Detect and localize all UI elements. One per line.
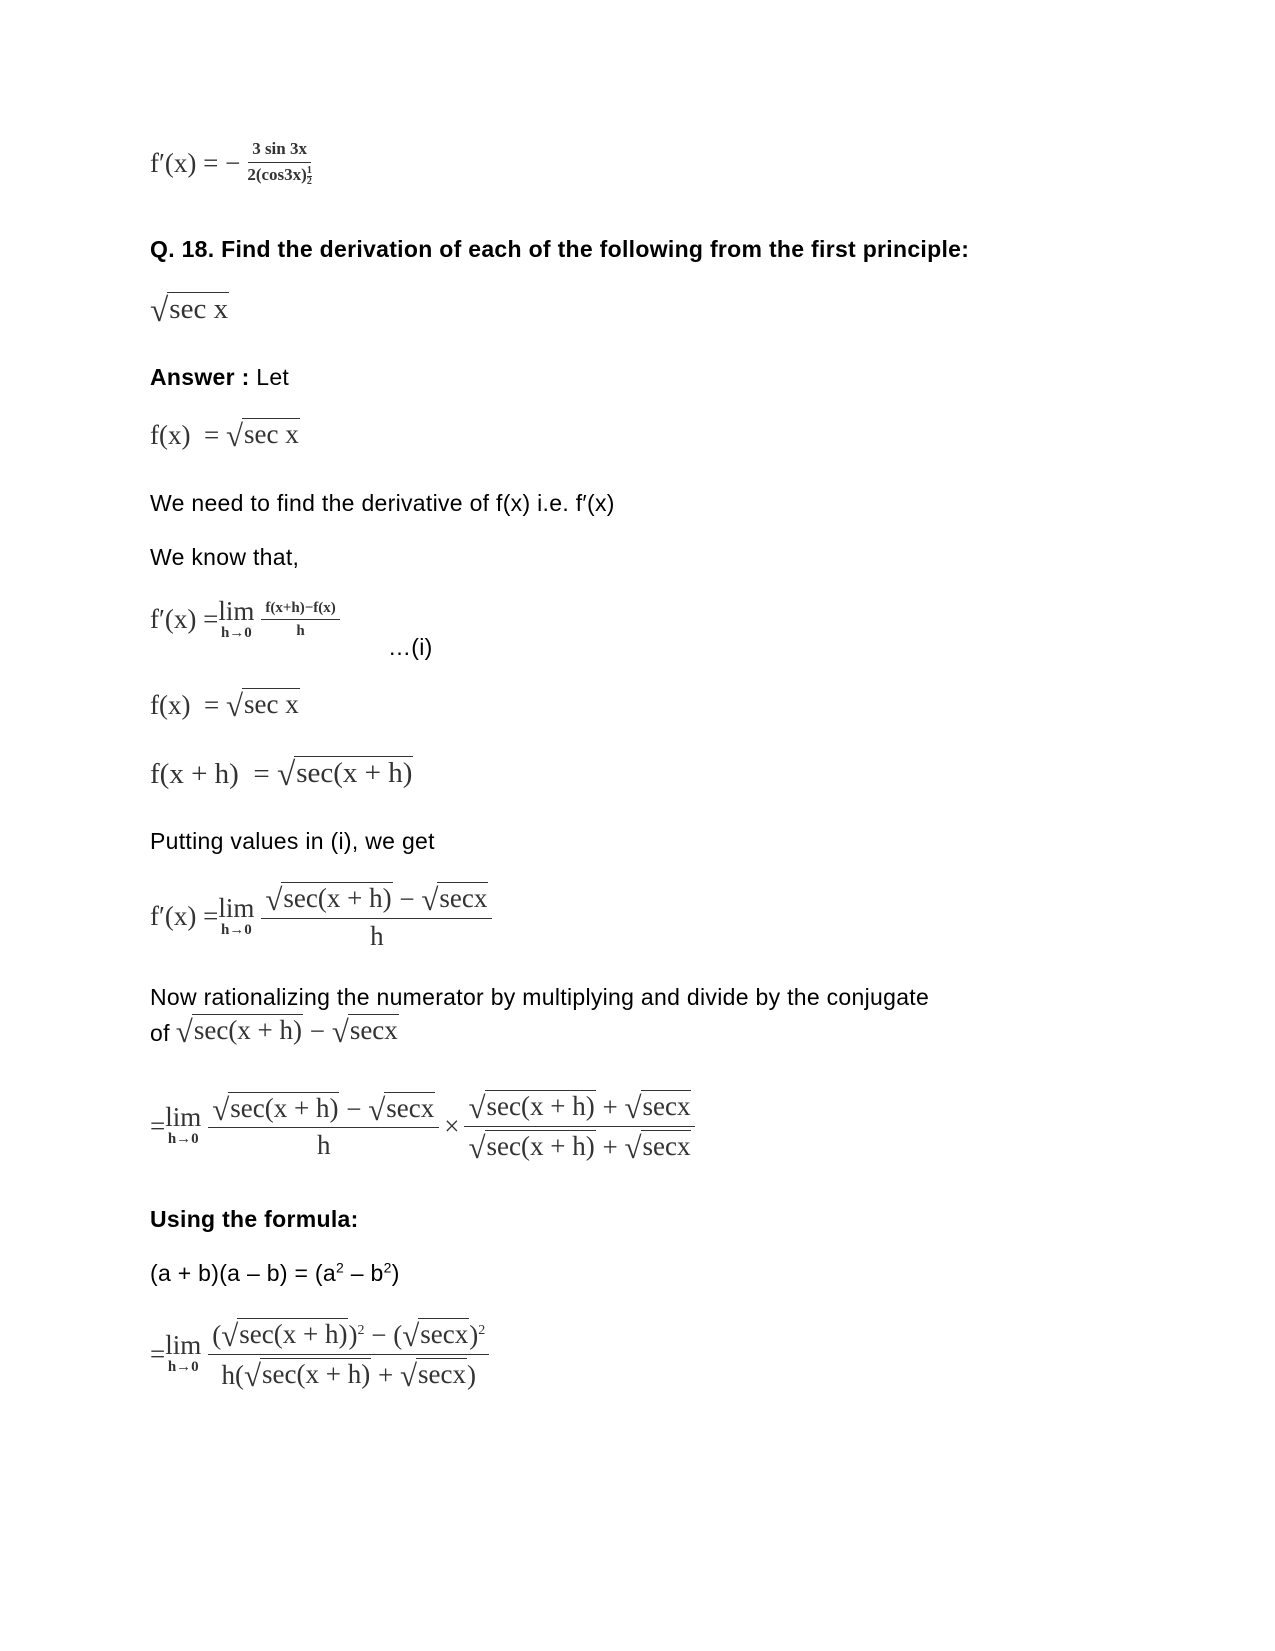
- radical-sign: √: [175, 1014, 193, 1049]
- radical-sign: √: [402, 1318, 420, 1353]
- prev-numerator: 3 sin 3x: [248, 140, 311, 163]
- conjugate-line: [150, 1014, 399, 1047]
- radical-sign: √: [468, 1129, 486, 1165]
- radical-sign: √: [150, 292, 169, 329]
- step3-denominator: h( √ sec(x + h) + √ secx ): [221, 1357, 476, 1393]
- question-heading: Q. 18. Find the derivation of each of the following from the first principle:: [150, 236, 970, 262]
- of-text: of: [150, 1020, 170, 1046]
- formula-label: Using the formula:: [150, 1206, 359, 1232]
- step2-left-fraction: √ sec(x + h) − √ secx h: [208, 1092, 439, 1161]
- limit-operator: lim h→0: [165, 1330, 202, 1376]
- radical-sign: √: [468, 1090, 486, 1125]
- step3-numerator: ( √ sec(x + h) )$^2$ − ( √ secx )$^2$: [208, 1318, 489, 1355]
- def-radicand: sec x: [244, 419, 299, 449]
- square-root: √ secx: [421, 882, 488, 917]
- radical-sign: √: [276, 756, 296, 793]
- radical-sign: √: [212, 1091, 230, 1127]
- square-root: [276, 756, 414, 793]
- prev-exp-den: 2: [306, 176, 312, 188]
- square-root: √ secx: [624, 1129, 691, 1165]
- square-root: √ sec(x + h): [468, 1129, 595, 1165]
- radical-sign: √: [225, 688, 243, 723]
- know-text: We know that,: [150, 544, 300, 570]
- putting-text: Putting values in (i), we get: [150, 828, 435, 854]
- limit-operator: lim h→0: [218, 892, 255, 938]
- radical-sign: √: [331, 1014, 349, 1049]
- question-expression: [150, 292, 229, 327]
- prev-lhs: f′(x) = −: [150, 148, 241, 179]
- step3-equation: = lim h→0 ( √ sec(x + h) )$^2$ − ( √ secx )$^2$ h( √ sec(x + h) + √ secx ): [150, 1318, 492, 1390]
- fxh-equation: [150, 756, 413, 791]
- step1-numerator: √ sec(x + h) − √ secx: [261, 882, 492, 919]
- square-root: √ sec(x + h): [244, 1357, 371, 1393]
- fx-radicand: sec x: [244, 689, 299, 719]
- square-root: √ sec(x + h): [265, 882, 392, 917]
- fxh-lhs: f(x + h) =: [150, 758, 270, 790]
- conjugate-expression: √ sec(x + h) − √ secx: [175, 1014, 398, 1049]
- prev-fraction: [243, 140, 315, 187]
- step2-conjugate-fraction: √ sec(x + h) + √ secx √ sec(x + h) + √ secx: [464, 1090, 695, 1162]
- radical-sign: √: [624, 1129, 642, 1165]
- need-text: We need to find the derivative of f(x) i.e. f′(x): [150, 490, 615, 516]
- identity-line: $(a + b)(a - b) = (a^2 - b^2)$: [150, 1259, 400, 1286]
- step1-denominator: h: [370, 920, 384, 951]
- step3-fraction: [208, 1318, 489, 1393]
- previous-derivative-result: [150, 140, 319, 187]
- radical-sign: √: [225, 418, 243, 453]
- square-root: [150, 292, 229, 329]
- prev-den-exponent: [307, 166, 312, 187]
- fx-lhs: f(x) =: [150, 690, 220, 720]
- radical-sign: √: [244, 1357, 262, 1393]
- radical-sign: √: [221, 1318, 239, 1353]
- question-radicand: sec x: [169, 293, 229, 325]
- rationalize-text: Now rationalizing the numerator by multiplying and divide by the conjugate: [150, 984, 930, 1010]
- fxh-radicand: sec(x + h): [296, 757, 413, 789]
- square-root: √ secx: [402, 1318, 469, 1353]
- square-root: √ sec(x + h): [212, 1091, 339, 1127]
- formula-lhs: f′(x) =: [150, 604, 219, 635]
- first-principle-formula: [150, 598, 343, 642]
- equation-tag: …(i): [388, 634, 433, 660]
- radical-sign: √: [624, 1090, 642, 1125]
- fx-equation: [150, 688, 300, 721]
- step1-fraction: [261, 882, 492, 951]
- radical-sign: √: [421, 882, 439, 917]
- def-lhs: f(x) =: [150, 420, 220, 450]
- square-root: √ secx: [368, 1091, 435, 1127]
- step1-lhs: f′(x) =: [150, 901, 219, 932]
- prev-exp-num: 1: [306, 165, 312, 177]
- prev-denominator: [243, 163, 315, 187]
- square-root: √ secx: [399, 1357, 466, 1393]
- radical-sign: √: [265, 882, 283, 917]
- limit-operator: lim h→0: [218, 596, 255, 641]
- square-root: √ secx: [624, 1090, 691, 1125]
- step1-equation: [150, 882, 495, 951]
- difference-quotient: [261, 600, 339, 640]
- step2-equation: = lim h→0 √ sec(x + h) − √ secx h × √ sec(x + h) + √ secx √ sec(x + h) + √ secx: [150, 1090, 698, 1162]
- square-root: √ sec(x + h): [221, 1318, 348, 1353]
- square-root: [225, 688, 300, 723]
- radical-sign: √: [368, 1091, 386, 1127]
- answer-intro: Let: [249, 364, 290, 390]
- answer-line: [150, 364, 289, 391]
- square-root: √ secx: [331, 1014, 398, 1049]
- square-root: √ sec(x + h): [468, 1090, 595, 1125]
- formula-denominator: h: [296, 623, 305, 640]
- limit-operator: lim h→0: [165, 1102, 202, 1148]
- square-root: √ sec(x + h): [175, 1014, 303, 1049]
- formula-numerator: f(x+h)−f(x): [261, 600, 339, 621]
- square-root: [225, 418, 300, 453]
- definition-equation: [150, 418, 300, 451]
- times-sign: ×: [444, 1110, 460, 1141]
- answer-label: Answer :: [150, 364, 250, 390]
- prev-den-base: 2(cos3x): [247, 164, 307, 184]
- radical-sign: √: [399, 1357, 418, 1393]
